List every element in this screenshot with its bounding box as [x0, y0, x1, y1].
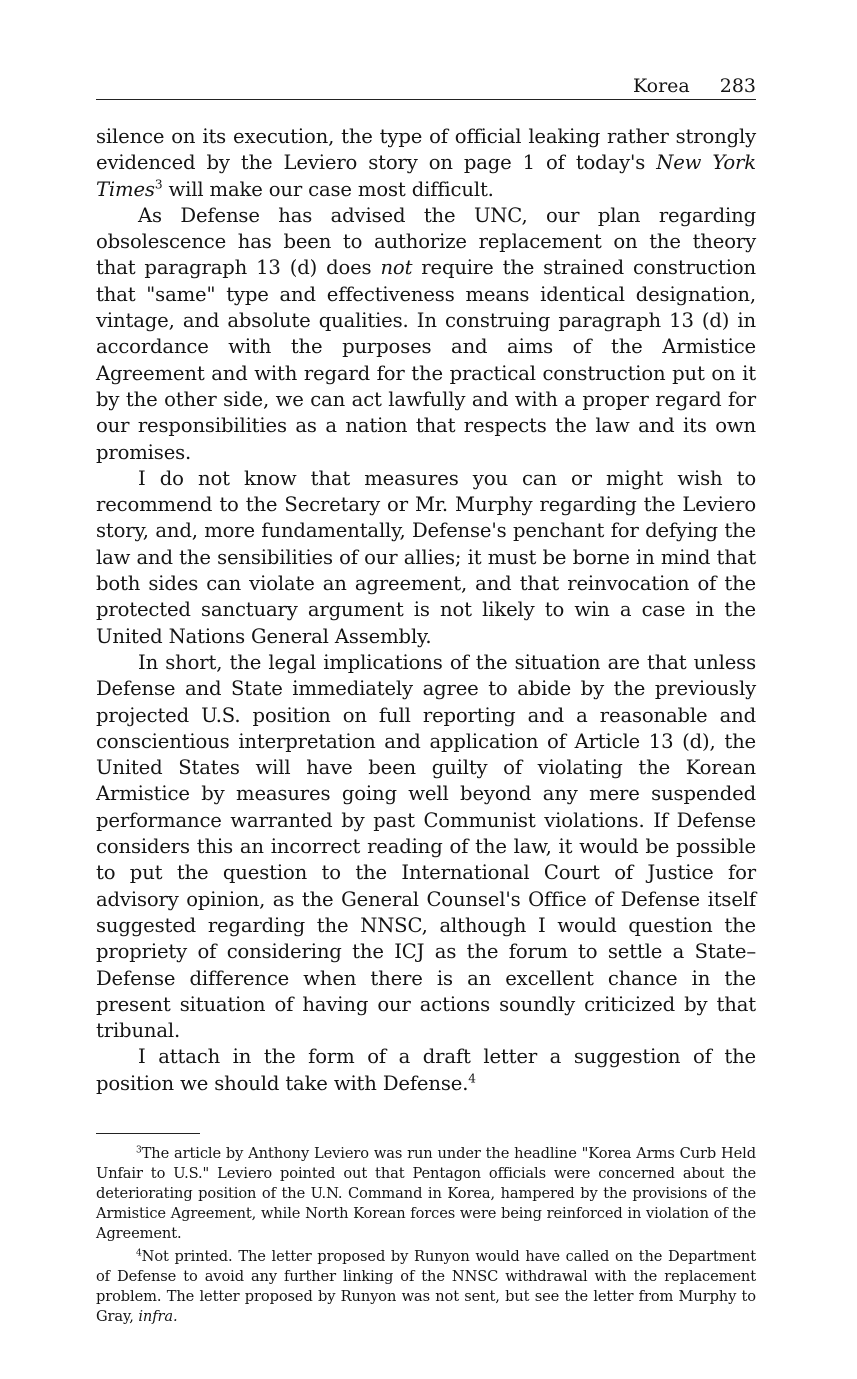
paragraph-1: silence on its execution, the type of official leaking rather strongly evidenced by the Leviero story on page 1 of today's New York Times$^3$ will make our case most difficult. [96, 125, 756, 201]
section-title: Korea [632, 75, 690, 97]
document-page [96, 74, 756, 1327]
emphasis-not: not [380, 256, 413, 280]
footnote-ref-4: 4 [468, 1071, 476, 1086]
paragraph-2: As Defense has advised the UNC, our plan regarding obsolescence has been to authorize replacement on the theory that paragraph 13 (d) does not require the strained construction that "same" type and effectiveness means identical designation, vintage, and absolute qualities. In construing paragraph 13 (d) in accordance with the purposes and aims of the Armistice Agreement and with regard for the practical construction put on it by the other side, we can act lawfully and with a proper regard for our responsibilities as a nation that respects the law and its own promises. [96, 203, 757, 464]
page-number: 283 [719, 75, 756, 97]
paragraph-5: I attach in the form of a draft letter a suggestion of the position we should take with Defense.$^4$ [96, 1045, 756, 1095]
footnote-4: $^4$Not printed. The letter proposed by Runyon would have called on the Department of Defense to avoid any further linking of the NNSC withdrawal with the replacement problem. The letter proposed by Runyon was not sent, but see the letter from Murphy to Gray, infra. [96, 1247, 756, 1325]
footnote-marker-3: 3 [136, 1145, 142, 1156]
footnote-divider [96, 1133, 200, 1134]
footnotes [96, 1144, 756, 1327]
footnote-marker-4: 4 [136, 1248, 142, 1259]
newspaper-title: New York Times [96, 151, 756, 201]
footnote-ref-3: 3 [154, 177, 163, 192]
body-text [96, 124, 756, 1097]
paragraph-3: I do not know that measures you can or might wish to recommend to the Secretary or Mr. Murphy regarding the Leviero story, and, more fundamentally, Defense's penchant for defying the law and the sensibilities of our allies; it must be borne in mind that both sides can violate an agreement, and that reinvocation of the protected sanctuary argument is not likely to win a case in the United Nations General Assembly. [96, 466, 756, 648]
paragraph-4: In short, the legal implications of the situation are that unless Defense and State immediately agree to abide by the previously projected U.S. position on full reporting and a reasonable and conscientious interpretation and application of Article 13 (d), the United States will have been guilty of violating the Korean Armistice by measures going well beyond any mere suspended performance warranted by past Communist violations. If Defense considers this an incorrect reading of the law, it would be possible to put the question to the International Court of Justice for advisory opinion, as the General Counsel's Office of Defense itself suggested regarding the NNSC, although I would question the propriety of considering the ICJ as the forum to settle a State–Defense difference when there is an excellent chance in the present situation of having our actions soundly criticized by that tribunal. [96, 650, 756, 1043]
footnote-infra: infra. [138, 1307, 178, 1325]
running-head [96, 74, 756, 100]
footnote-3: $^3$The article by Anthony Leviero was run under the headline "Korea Arms Curb Held Unfair to U.S." Leviero pointed out that Pentagon officials were concerned about the deteriorating position of the U.N. Command in Korea, hampered by the provisions of the Armistice Agreement, while North Korean forces were being reinforced in violation of the Agreement. [96, 1144, 756, 1242]
